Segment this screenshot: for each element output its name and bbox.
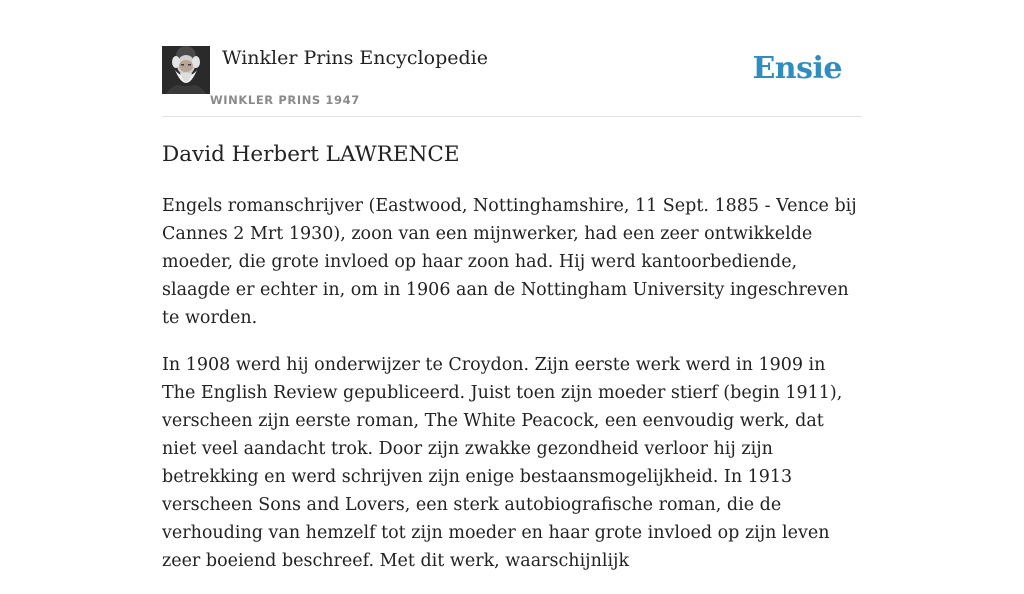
article-title: David Herbert LAWRENCE [162,142,460,167]
bearded-man-portrait-icon[interactable] [162,46,210,94]
brand-logo[interactable]: Ensie [752,51,842,86]
article-paragraph: In 1908 werd hij onderwijzer te Croydon. Zijn eerste werk werd in 1909 in The English Review gepubliceerd. Juist toen zijn moeder stierf (begin 1911), verscheen zijn eerste roman, The White Peacock, een eenvoudig werk, dat niet veel aandacht trok. Door zijn zwakke gezondheid verloor hij zijn betrekking en werd schrijven zijn enige bestaansmogelijkheid. In 1913 verscheen Sons and Lovers, een sterk autobiografische roman, die de verhouding van hemzelf tot zijn moeder en haar grote invloed op zijn leven zeer boeiend beschreef. Met dit werk, waarschijnlijk [162,355,843,571]
site-title[interactable]: Winkler Prins Encyclopedie [222,47,488,69]
site-header [162,46,862,117]
article-paragraph: Engels romanschrijver (Eastwood, Nottinghamshire, 11 Sept. 1885 - Vence bij Cannes 2 Mrt 1930), zoon van een mijnwerker, had een zeer ontwikkelde moeder, die grote invloed op haar zoon had. Hij werd kantoorbediende, slaagde er echter in, om in 1906 aan de Nottingham University ingeschreven te worden. [162,196,857,328]
site-subtitle: WINKLER PRINS 1947 [210,93,360,107]
article-body [162,192,862,594]
